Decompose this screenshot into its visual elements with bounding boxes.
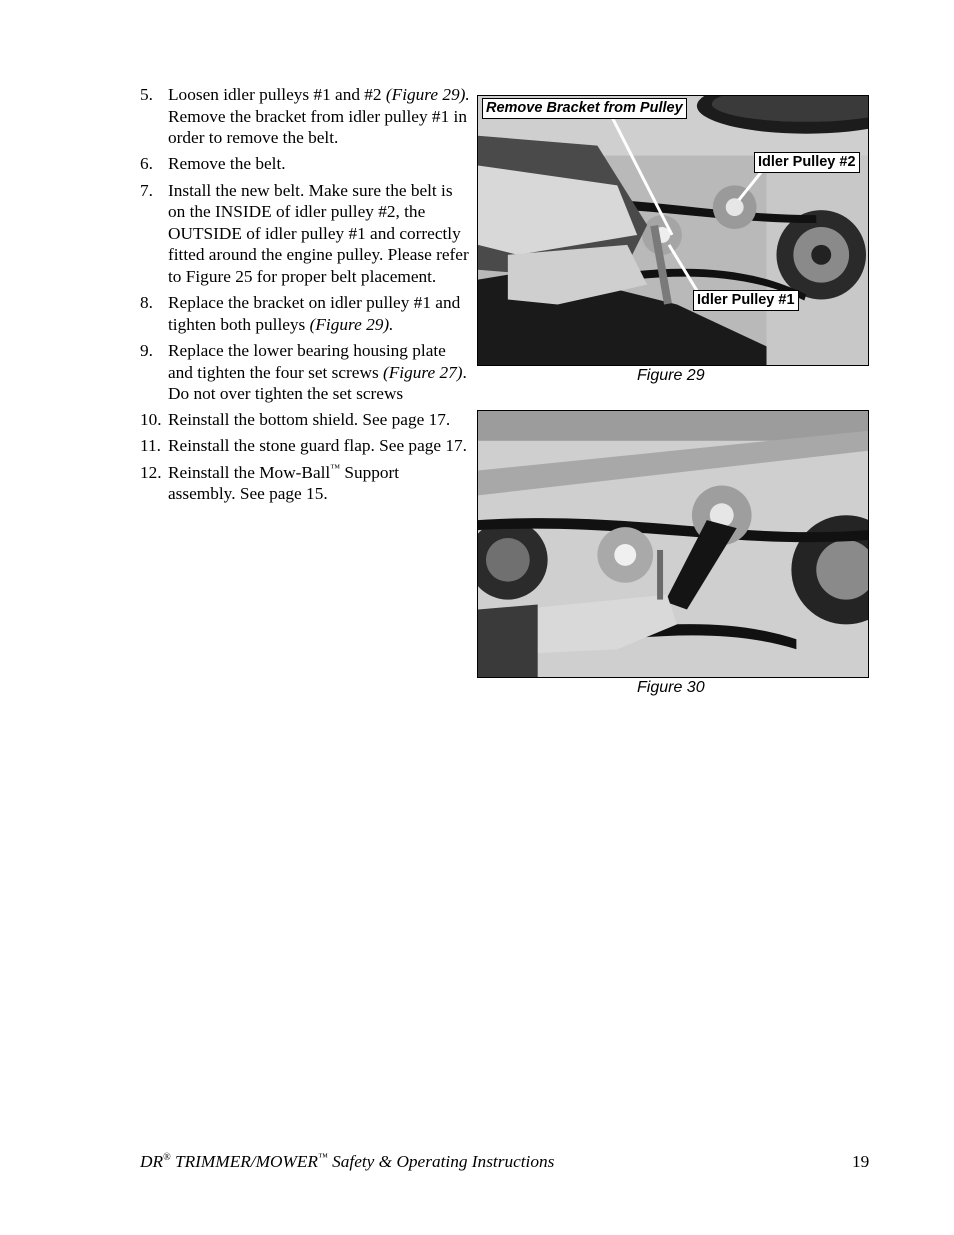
instruction-step: [140, 180, 470, 288]
step-text-part: Remove the belt.: [168, 154, 286, 174]
step-number: 7.: [140, 180, 153, 200]
step-text-part: Replace the bracket on idler pulley #1 and tighten both pulleys: [168, 293, 461, 334]
step-text-part: Remove the bracket from idler pulley #1 in order to remove the belt.: [168, 106, 467, 148]
figure-29-photo: [477, 95, 869, 366]
figure-30-photo: [477, 410, 869, 678]
figure-30-caption: Figure 30: [637, 679, 705, 696]
instruction-step: [140, 292, 470, 335]
step-text-part: Reinstall the stone guard flap. See page 17.: [168, 436, 467, 456]
step-text-part: Install the new belt. Make sure the belt is on the INSIDE of idler pulley #2, the OUTSIDE of idler pulley #1 and correctly fitted around the engine pulley. Please refer to Figure 25 for proper belt placement.: [168, 180, 469, 286]
step-number: 10.: [140, 410, 162, 430]
instruction-step: [140, 462, 470, 505]
step-text: [168, 409, 470, 431]
step-text-part: Reinstall the Mow-Ball: [168, 462, 331, 482]
figure-29-illustration: [478, 96, 868, 365]
callout-idler-pulley-1: Idler Pulley #1: [693, 290, 799, 311]
callout-remove-bracket: Remove Bracket from Pulley: [482, 98, 687, 119]
footer-product: TRIMMER/MOWER: [170, 1152, 318, 1171]
footer-subtitle: Safety & Operating Instructions: [327, 1152, 555, 1171]
step-text-part: Reinstall the bottom shield. See page 17.: [168, 410, 451, 430]
step-text: [168, 84, 470, 149]
trademark-mark: ™: [330, 462, 341, 474]
footer-brand: DR: [140, 1152, 164, 1171]
instruction-step: [140, 409, 470, 431]
instruction-list: [140, 84, 470, 509]
instruction-step: [140, 153, 470, 175]
page-number: 19: [852, 1152, 870, 1171]
step-text: [168, 180, 470, 288]
step-text-part: . Do not over tighten the set screws: [168, 362, 467, 404]
step-text-part: Support assembly. See page 15.: [168, 462, 400, 504]
step-text-part: (Figure 27): [383, 362, 463, 382]
step-number: 8.: [140, 293, 153, 313]
step-text-part: (Figure 29).: [385, 85, 470, 104]
step-number: 12.: [140, 462, 162, 482]
figure-29-caption: Figure 29: [637, 367, 705, 384]
footer-trademark: ™: [318, 1152, 328, 1164]
step-text-part: (Figure 29).: [309, 314, 394, 334]
step-number: 6.: [140, 154, 153, 174]
footer-manual-title: [140, 1152, 554, 1172]
instruction-step: [140, 84, 470, 149]
step-number: 11.: [140, 436, 161, 456]
instruction-step: [140, 435, 470, 457]
instruction-step: [140, 340, 470, 405]
callout-idler-pulley-2: Idler Pulley #2: [754, 152, 860, 173]
step-text-part: Replace the lower bearing housing plate and tighten the four set screws: [168, 340, 446, 382]
step-number: 9.: [140, 340, 153, 360]
step-text: [168, 340, 470, 405]
step-text: [168, 435, 470, 457]
step-text-part: Loosen idler pulleys #1 and #2: [168, 85, 386, 104]
footer-registered-mark: ®: [163, 1152, 171, 1164]
step-text: [168, 292, 470, 335]
step-text: [168, 153, 470, 175]
step-number: 5.: [140, 85, 153, 104]
step-text: [168, 462, 470, 505]
figure-30-illustration: [478, 411, 868, 677]
